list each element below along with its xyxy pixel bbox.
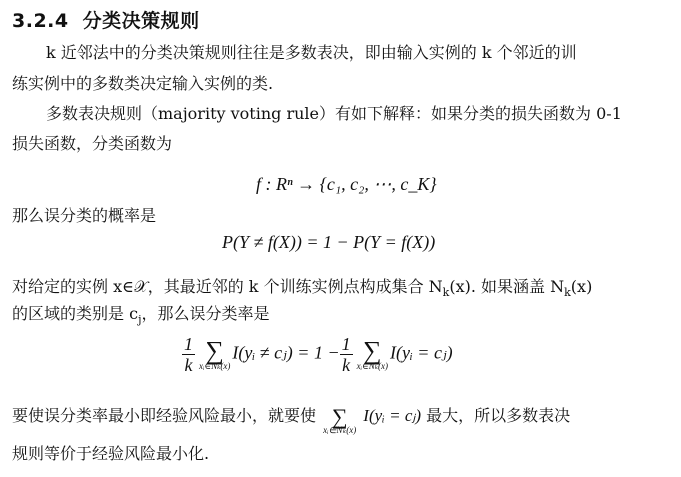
inline-summation: ∑ xᵢ∈Nₖ(x) <box>323 404 357 435</box>
paragraph-2-line-1: 多数表决规则（majority voting rule）有如下解释：如果分类的损失函数为 0-1 <box>46 104 622 123</box>
paragraph-4-line-2-a: 的区域的类别是 c <box>12 304 139 323</box>
section-heading <box>12 6 200 33</box>
paragraph-4-line-2 <box>12 303 270 331</box>
equation-misclassification-rate <box>182 334 453 375</box>
equation-left-term: I(yᵢ ≠ cⱼ) = 1 − <box>232 342 340 363</box>
paragraph-5-line-2: 规则等价于经验风险最小化. <box>12 444 210 463</box>
section-title: 分类决策规则 <box>82 10 200 32</box>
paragraph-4-sub-j: j <box>138 313 142 327</box>
summation-symbol: ∑ xᵢ∈Nₖ(x) <box>199 336 231 371</box>
paragraph-2-line-2: 损失函数，分类函数为 <box>12 134 173 153</box>
paragraph-4-line-2-b: ，那么误分类率是 <box>141 304 270 323</box>
section-number: 3.2.4 <box>12 10 69 32</box>
paragraph-1-line-2: 练实例中的多数类决定输入实例的类. <box>12 74 274 93</box>
paragraph-5-line-1-b: 最大，所以多数表决 <box>426 406 571 425</box>
fraction-one-over-k: $\frac{1}{k}$ <box>184 334 193 375</box>
paragraph-4-line-1-tail-2: (x) <box>570 277 593 296</box>
paragraph-4-sub-k-2: k <box>564 286 571 300</box>
fraction-one-over-k-2: $\frac{1}{k}$ <box>341 334 351 375</box>
paragraph-4-line-1-text: 对给定的实例 x∈𝒳，其最近邻的 k 个训练实例点构成集合 N <box>12 277 443 296</box>
equation-misclassification-probability: P(Y ≠ f(X)) = 1 − P(Y = f(X)) <box>222 232 436 252</box>
paragraph-5-line-1 <box>12 402 571 435</box>
paragraph-5-line-1-a: 要使误分类率最小即经验风险最小，就要使 <box>12 406 317 425</box>
paragraph-4-sub-k: k <box>442 286 450 300</box>
paragraph-3: 那么误分类的概率是 <box>12 206 157 225</box>
inline-indicator-term: I(yᵢ = cⱼ) <box>363 406 422 425</box>
paragraph-1-line-1: k 近邻法中的分类决策规则往往是多数表决，即由输入实例的 k 个邻近的训 <box>46 43 577 62</box>
equation-right-term: I(yᵢ = cⱼ) <box>389 342 453 363</box>
summation-symbol-2: ∑ xᵢ∈Nₖ(x) <box>356 336 388 371</box>
paragraph-4-line-1 <box>12 276 592 304</box>
paragraph-4-line-1-tail: (x). 如果涵盖 N <box>449 277 565 296</box>
equation-classification-function: f : Rⁿ → {c₁, c₂, ⋯, c_K} <box>256 174 437 194</box>
